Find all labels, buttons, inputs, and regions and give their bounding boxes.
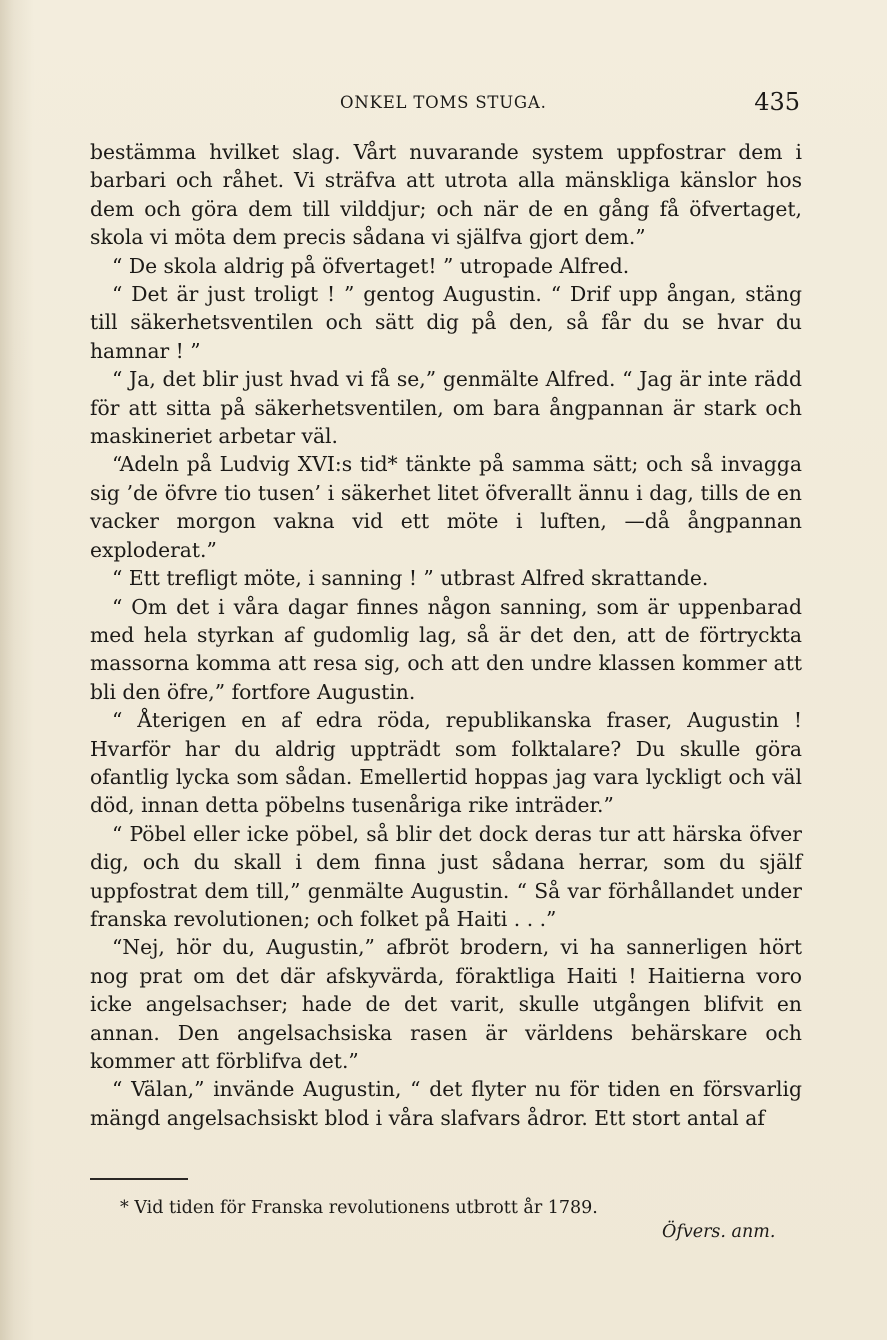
paragraph: “ Ett trefligt möte, i sanning ! ” utbrast Alfred skrattande. (112, 566, 709, 591)
paragraph: “ Återigen en af edra röda, republikanska fraser, Augustin ! Hvarför har du aldrig uppträdt som folktalare? Du skulle göra ofantlig lycka som sådan. Emellertid hoppas jag vara lyckligt och väl död, innan detta pöbelns tusenåriga rike inträder.” (90, 708, 802, 818)
page-header (88, 88, 800, 118)
footnote-translator-note: Öfvers. anm. (662, 1222, 776, 1242)
paragraph: “ Pöbel eller icke pöbel, så blir det dock deras tur att härska öfver dig, och du skall i dem finna just sådana herrar, som du själf uppfostrat dem till,” genmälte Augustin. “ Så var förhållandet under franska revolutionen; och folket på Haiti . . .” (90, 821, 802, 931)
paragraph: “Nej, hör du, Augustin,” afbröt brodern, vi ha sannerligen hört nog prat om det där afskyvärda, föraktliga Haiti ! Haitierna voro icke angelsachser; hade de det varit, skulle utgången blifvit en annan. Den angelsachsiska rasen är världens behärskare och kommer att förblifva det.” (90, 935, 802, 1073)
paragraph: “ De skola aldrig på öfvertaget! ” utropade Alfred. (112, 253, 630, 278)
body-text (90, 138, 802, 1132)
footnote: * Vid tiden för Franska revolutionens utbrott år 1789. (120, 1198, 598, 1218)
paragraph: “ Ja, det blir just hvad vi få se,” genmälte Alfred. “ Jag är inte rädd för att sitta på säkerhetsventilen, om bara ångpannan är stark och maskineriet arbetar väl. (90, 367, 802, 449)
paragraph: bestämma hvilket slag. Vårt nuvarande system uppfostrar dem i barbari och råhet. Vi sträfva att utrota alla mänskliga känslor hos dem och göra dem till vilddjur; och när de en gång få öfvertaget, skola vi möta dem precis sådana vi själfva gjort dem.” (90, 140, 802, 250)
page-number: 435 (754, 88, 800, 116)
paragraph: “ Om det i våra dagar finnes någon sanning, som är uppenbarad med hela styrkan af gudomlig lag, så är det den, att de förtryckta massorna komma att resa sig, och att den undre klassen kommer att bli den öfre,” fortfore Augustin. (90, 594, 802, 704)
paragraph: “ Välan,” invände Augustin, “ det flyter nu för tiden en försvarlig mängd angelsachsiskt blod i våra slafvars ådror. Ett stort antal af (90, 1077, 802, 1130)
running-title: ONKEL TOMS STUGA. (340, 93, 547, 112)
paragraph: “Adeln på Ludvig XVI:s tid* tänkte på samma sätt; och så invagga sig ’de öfvre tio tusen’ i säkerhet litet öfverallt ännu i dag, tills de en vacker morgon vakna vid ett möte i luften, —då ångpannan exploderat.” (90, 452, 802, 562)
footnote-divider (90, 1178, 188, 1180)
paragraph: “ Det är just troligt ! ” gentog Augustin. “ Drif upp ångan, stäng till säkerhetsventilen och sätt dig på den, så får du se hvar du hamnar ! ” (90, 282, 802, 363)
